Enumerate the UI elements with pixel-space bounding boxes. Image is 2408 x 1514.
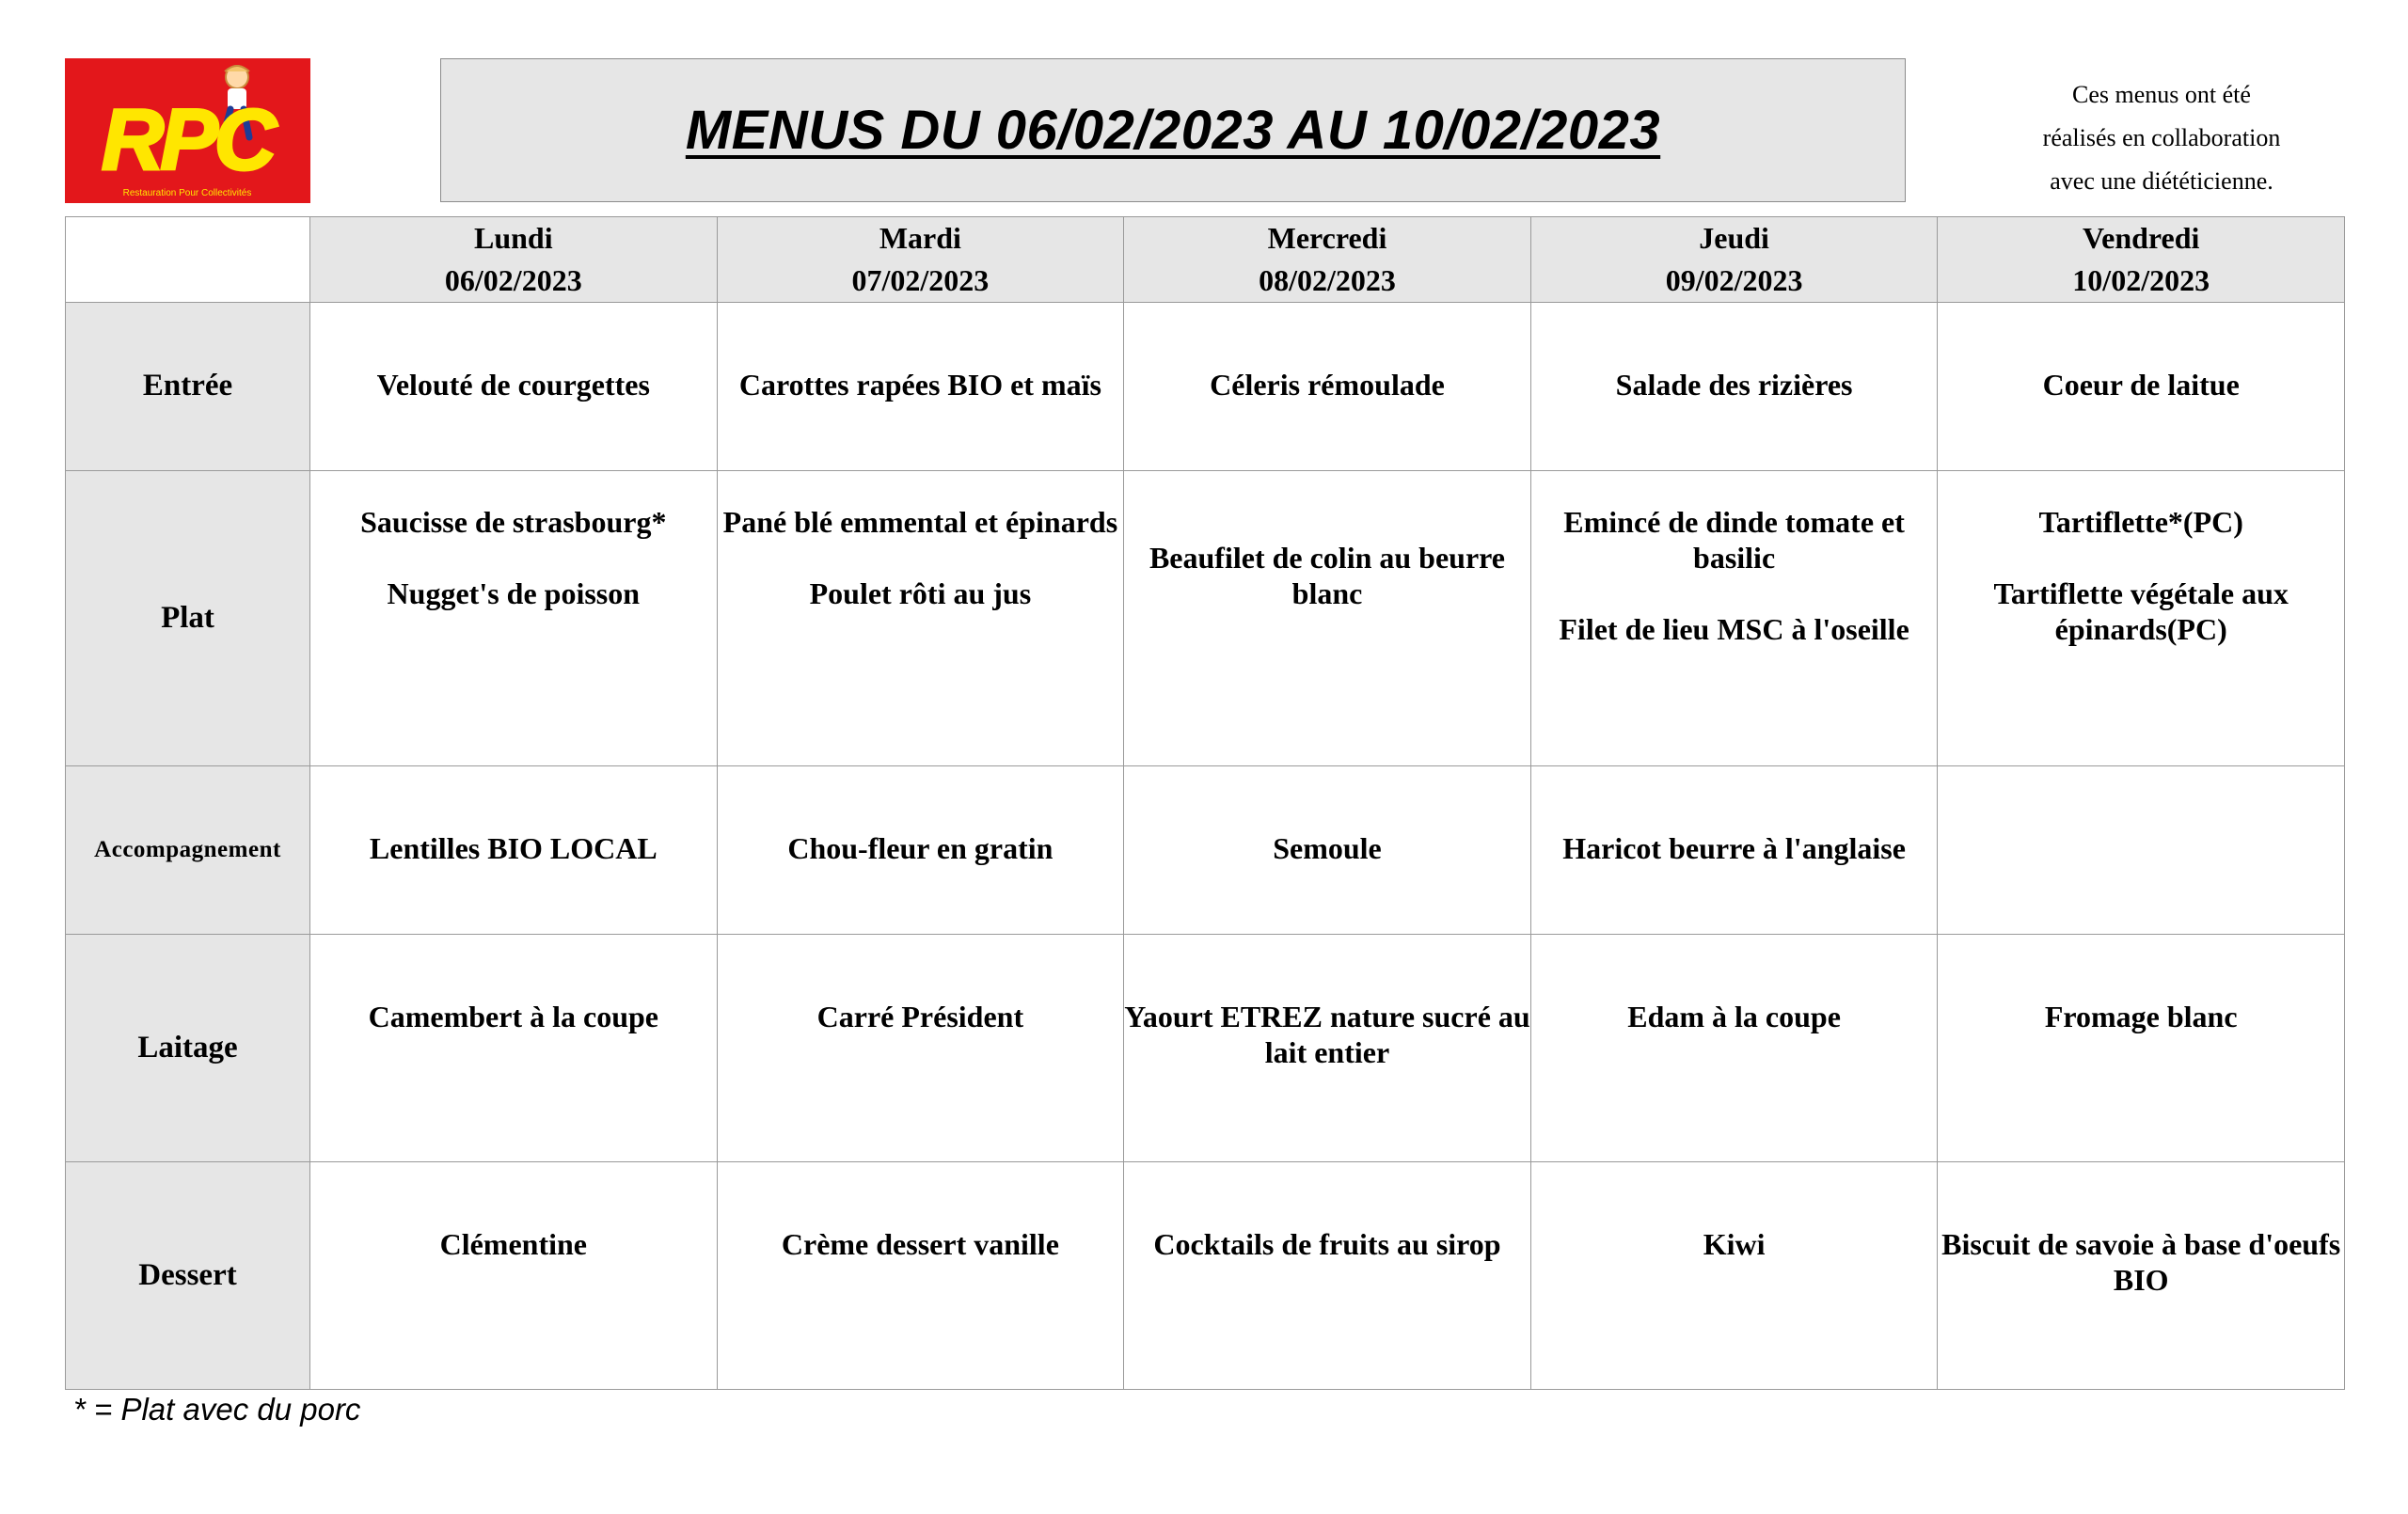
course-row-dessert	[66, 1161, 2345, 1389]
corner-cell	[66, 217, 310, 303]
course-row-accompagnement	[66, 765, 2345, 934]
menu-cell	[1124, 934, 1531, 1161]
dish: Haricot beurre à l'anglaise	[1562, 830, 1906, 865]
dish: Velouté de courgettes	[376, 368, 650, 402]
day-date: 09/02/2023	[1665, 263, 1803, 297]
day-name: Mercredi	[1267, 221, 1387, 255]
menu-cell	[1530, 934, 1938, 1161]
menu-cell	[1938, 1161, 2345, 1389]
dish: Carré Président	[816, 999, 1024, 1033]
day-header	[1530, 217, 1938, 303]
course-label: Accompagnement	[66, 765, 310, 934]
dish: Salade des rizières	[1615, 368, 1853, 402]
dish: Camembert à la coupe	[368, 999, 658, 1033]
menu-cell	[1938, 470, 2345, 765]
note-line: Ces menus ont été	[2072, 81, 2251, 108]
course-row-plat	[66, 470, 2345, 765]
dish: Emincé de dinde tomate et basilic	[1563, 504, 1905, 575]
dish: Coeur de laitue	[2042, 368, 2240, 402]
rpc-logo-image	[65, 58, 310, 203]
menu-cell	[1124, 470, 1531, 765]
menu-cell	[717, 470, 1124, 765]
dish: Kiwi	[1703, 1226, 1766, 1261]
menu-cell	[1124, 1161, 1531, 1389]
dish: Céleris rémoulade	[1210, 368, 1445, 402]
menu-table	[65, 216, 2345, 1390]
menu-cell	[717, 1161, 1124, 1389]
title-banner	[440, 58, 1906, 202]
dish: Chou-fleur en gratin	[787, 830, 1054, 865]
note-line: réalisés en collaboration	[2042, 124, 2281, 151]
svg-text:Restauration Pour Collectivité: Restauration Pour Collectivités	[122, 188, 252, 198]
dish: Fromage blanc	[2044, 999, 2238, 1033]
dish: Poulet rôti au jus	[809, 576, 1032, 610]
dish: Beaufilet de colin au beurre blanc	[1149, 540, 1505, 610]
dish: Biscuit de savoie à base d'oeufs BIO	[1941, 1226, 2341, 1297]
pork-footnote: * = Plat avec du porc	[73, 1392, 361, 1427]
rpc-logo	[65, 58, 310, 203]
menu-cell-empty	[1938, 765, 2345, 934]
menu-cell	[1124, 765, 1531, 934]
day-header-row	[66, 217, 2345, 303]
day-name: Vendredi	[2082, 221, 2200, 255]
menu-cell	[1530, 1161, 1938, 1389]
course-label: Entrée	[66, 303, 310, 471]
dish: Lentilles BIO LOCAL	[369, 830, 657, 865]
dish: Edam à la coupe	[1627, 999, 1841, 1033]
day-date: 07/02/2023	[851, 263, 990, 297]
svg-text:RPC: RPC	[101, 92, 274, 188]
day-name: Lundi	[473, 221, 553, 255]
course-row-entree	[66, 303, 2345, 471]
dish: Crème dessert vanille	[781, 1226, 1059, 1261]
dish: Semoule	[1273, 830, 1382, 865]
day-date: 08/02/2023	[1259, 263, 1396, 297]
day-header	[1938, 217, 2345, 303]
menu-cell	[310, 934, 718, 1161]
course-row-laitage	[66, 934, 2345, 1161]
day-date: 06/02/2023	[444, 263, 582, 297]
menu-cell	[310, 1161, 718, 1389]
menu-cell	[717, 934, 1124, 1161]
menu-cell	[717, 303, 1124, 471]
menu-cell	[310, 765, 718, 934]
note-line: avec une diététicienne.	[2050, 167, 2273, 195]
menu-cell	[1938, 934, 2345, 1161]
day-header	[717, 217, 1124, 303]
course-label: Dessert	[66, 1161, 310, 1389]
menu-cell	[1124, 303, 1531, 471]
dish: Carottes rapées BIO et maïs	[738, 368, 1101, 402]
dietitian-note	[1964, 73, 2359, 203]
day-name: Mardi	[879, 221, 961, 255]
menu-cell	[1530, 470, 1938, 765]
dish: Cocktails de fruits au sirop	[1153, 1226, 1501, 1261]
dish: Pané blé emmental et épinards	[722, 504, 1118, 539]
dish: Tartiflette*(PC)	[2038, 504, 2243, 539]
day-date: 10/02/2023	[2072, 263, 2210, 297]
dish: Saucisse de strasbourg*	[360, 504, 667, 539]
dish: Yaourt ETREZ nature sucré au lait entier	[1124, 999, 1530, 1069]
day-header	[310, 217, 718, 303]
menu-cell	[310, 303, 718, 471]
dish: Tartiflette végétale aux épinards(PC)	[1993, 576, 2289, 646]
dish: Clémentine	[439, 1226, 587, 1261]
course-label: Laitage	[66, 934, 310, 1161]
menu-cell	[1530, 303, 1938, 471]
course-label: Plat	[66, 470, 310, 765]
menu-cell	[717, 765, 1124, 934]
menu-cell	[310, 470, 718, 765]
menu-cell	[1938, 303, 2345, 471]
day-name: Jeudi	[1699, 221, 1769, 255]
menu-cell	[1530, 765, 1938, 934]
dish: Filet de lieu MSC à l'oseille	[1559, 611, 1909, 646]
dish: Nugget's de poisson	[387, 576, 641, 610]
page-title: MENUS DU 06/02/2023 AU 10/02/2023	[685, 100, 1661, 161]
day-header	[1124, 217, 1531, 303]
